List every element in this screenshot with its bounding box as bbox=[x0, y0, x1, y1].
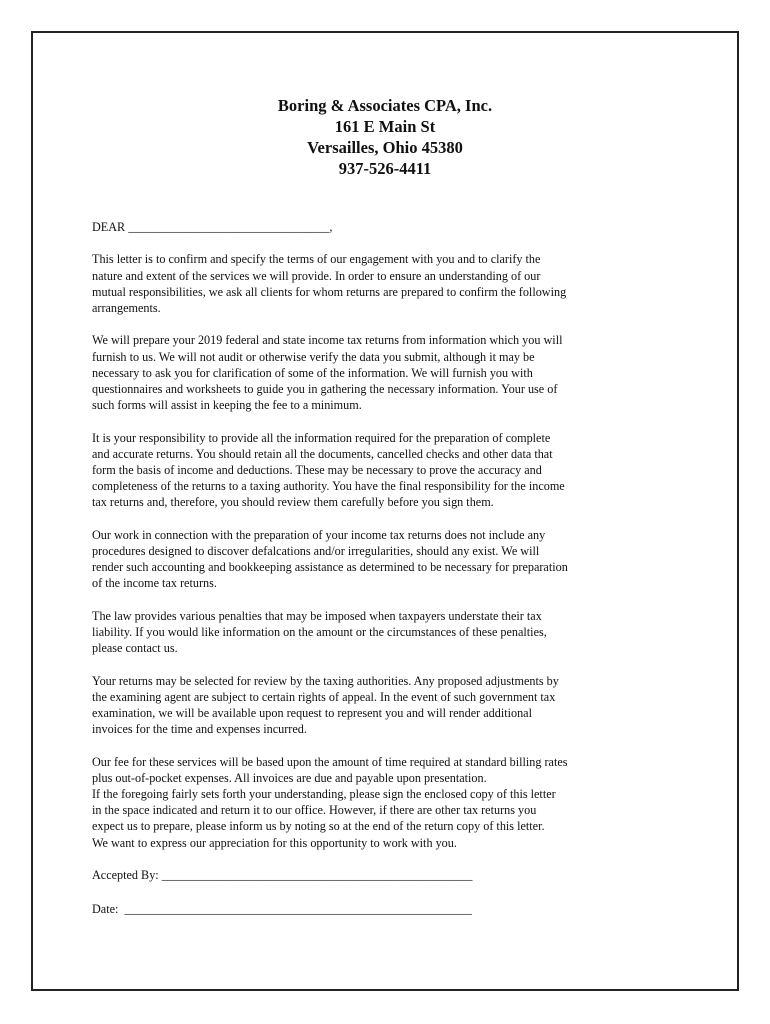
text-line: form the basis of income and deductions. These may be necessary to prove the accuracy and bbox=[92, 463, 542, 477]
text-line: procedures designed to discover defalcations and/or irregularities, should any exist. We will bbox=[92, 544, 540, 558]
company-name: Boring & Associates CPA, Inc. bbox=[277, 96, 493, 115]
text-line: such forms will assist in keeping the fee to a minimum. bbox=[92, 398, 362, 413]
paragraph-services bbox=[92, 332, 652, 413]
text-line: Our work in connection with the preparation of your income tax returns does not include any bbox=[92, 527, 546, 542]
street-address: 161 E Main St bbox=[334, 117, 436, 136]
city-state-zip: Versailles, Ohio 45380 bbox=[307, 138, 463, 157]
text-line: invoices for the time and expenses incurred. bbox=[92, 722, 307, 737]
document-page bbox=[31, 31, 739, 991]
text-line: examination, we will be available upon request to represent you and will render additional bbox=[92, 706, 532, 720]
text-line: Our fee for these services will be based upon the amount of time required at standard billing rates bbox=[92, 754, 568, 769]
text-line: We will prepare your 2019 federal and state income tax returns from information which you will bbox=[92, 333, 563, 348]
text-line: Your returns may be selected for review by the taxing authorities. Any proposed adjustments by bbox=[92, 673, 559, 688]
text-line: in the space indicated and return it to our office. However, if there are other tax returns you bbox=[92, 803, 537, 818]
letterhead bbox=[33, 95, 737, 179]
date-line[interactable]: Date: _________________________________________________________ bbox=[92, 902, 472, 917]
text-line: and accurate returns. You should retain all the documents, cancelled checks and other data that bbox=[92, 446, 553, 461]
text-line: tax returns and, therefore, you should review them carefully before you sign them. bbox=[92, 495, 494, 510]
text-line: please contact us. bbox=[92, 641, 178, 656]
text-line: render such accounting and bookkeeping assistance as determined to be necessary for preparation bbox=[92, 560, 568, 575]
text-line: arrangements. bbox=[92, 301, 161, 315]
text-line: If the foregoing fairly sets forth your understanding, please sign the enclosed copy of this letter bbox=[92, 787, 556, 801]
paragraph-review bbox=[92, 673, 652, 738]
text-line: The law provides various penalties that may be imposed when taxpayers understate their tax bbox=[92, 608, 542, 623]
paragraph-intro bbox=[92, 251, 652, 316]
paragraph-fees bbox=[92, 754, 652, 851]
text-line: liability. If you would like information on the amount or the circumstances of these penalties, bbox=[92, 625, 547, 639]
text-line: of the income tax returns. bbox=[92, 576, 217, 591]
text-line: questionnaires and worksheets to guide you in gathering the necessary information. Your use of bbox=[92, 382, 558, 396]
phone-number: 937-526-4411 bbox=[338, 159, 432, 178]
accepted-by-line[interactable]: Accepted By: ___________________________________________________ bbox=[92, 868, 473, 882]
text-line: It is your responsibility to provide all the information required for the preparation of complete bbox=[92, 430, 551, 445]
text-line: the examining agent are subject to certain rights of appeal. In the event of such government tax bbox=[92, 689, 556, 704]
text-line: nature and extent of the services we will provide. In order to ensure an understanding of our bbox=[92, 268, 541, 283]
text-line: We want to express our appreciation for this opportunity to work with you. bbox=[92, 835, 457, 850]
text-line: necessary to ask you for clarification of some of the information. We will furnish you with bbox=[92, 365, 533, 380]
paragraph-scope bbox=[92, 527, 652, 592]
text-line: completeness of the returns to a taxing authority. You have the final responsibility for the income bbox=[92, 479, 565, 494]
text-line: mutual responsibilities, we ask all clients for whom returns are prepared to confirm the following bbox=[92, 284, 567, 299]
text-line: This letter is to confirm and specify the terms of our engagement with you and to clarify the bbox=[92, 252, 541, 267]
text-line: furnish to us. We will not audit or otherwise verify the data you submit, although it may be bbox=[92, 349, 535, 364]
salutation: DEAR _________________________________, bbox=[92, 220, 333, 234]
paragraph-penalties bbox=[92, 608, 652, 657]
text-line: expect us to prepare, please inform us by noting so at the end of the return copy of this letter. bbox=[92, 819, 545, 834]
paragraph-responsibility bbox=[92, 430, 652, 511]
letter-body bbox=[92, 219, 652, 935]
text-line: plus out-of-pocket expenses. All invoices are due and payable upon presentation. bbox=[92, 770, 487, 785]
